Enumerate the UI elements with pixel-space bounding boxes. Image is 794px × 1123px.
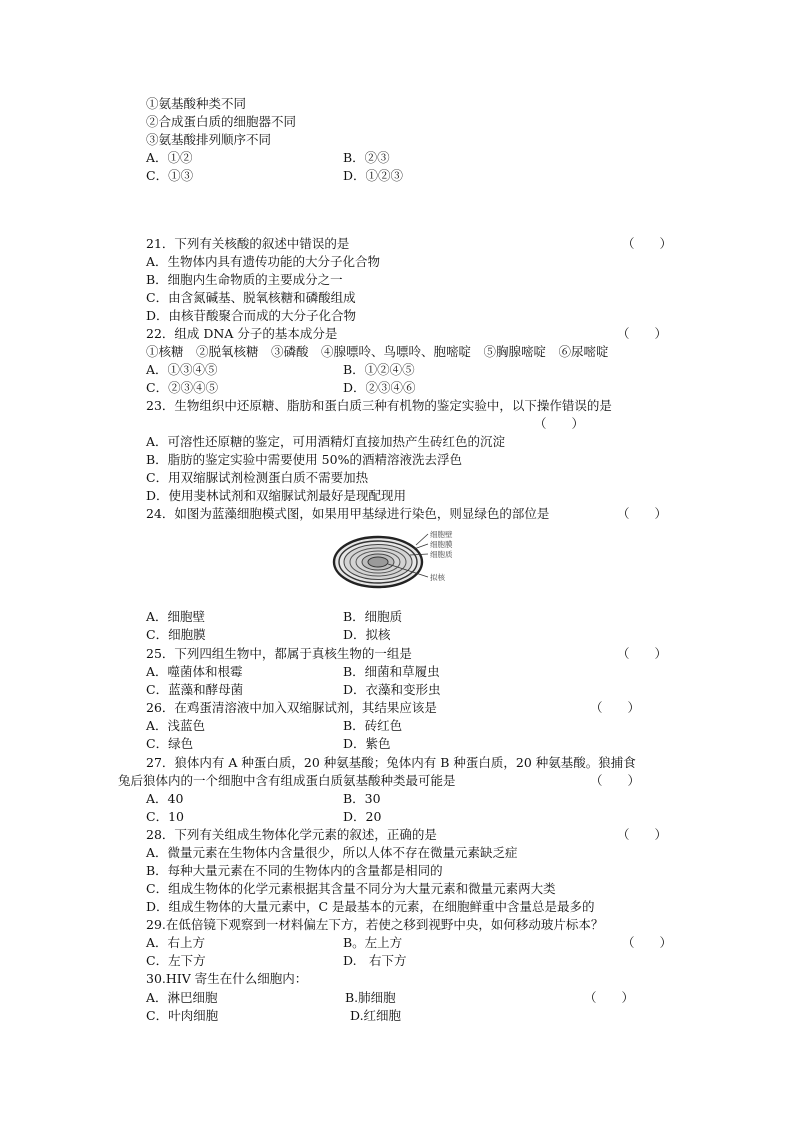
label-cell-membrane: 细胞膜: [430, 540, 453, 549]
q20-option-a: A．①②: [146, 150, 193, 165]
q27-stem-line1: 27．狼体内有 A 种蛋白质，20 种氨基酸；兔体内有 B 种蛋白质，20 种氨基酸。狼捕食: [146, 755, 636, 770]
q26-option-d: D．紫色: [343, 736, 391, 751]
q22-option-c: C．②③④⑤: [146, 380, 219, 395]
q24-stem: 24．如图为蓝藻细胞模式图，如果用甲基绿进行染色，则显绿色的部位是: [146, 506, 550, 521]
q29-option-b: B。左上方: [343, 935, 403, 950]
q28-answer-paren: （ ）: [617, 827, 668, 842]
q22-stem: 22．组成 DNA 分子的基本成分是: [146, 326, 338, 341]
q22-option-a: A．①③④⑤: [146, 362, 218, 377]
q20-option-c: C．①③: [146, 168, 194, 183]
q22-option-b: B．①②④⑤: [343, 362, 415, 377]
label-cytoplasm: 细胞质: [430, 550, 453, 559]
q25-option-b: B．细菌和草履虫: [343, 664, 440, 679]
q28-option-c: C．组成生物体的化学元素根据其含量不同分为大量元素和微量元素两大类: [146, 881, 556, 896]
q25-option-d: D．衣藻和变形虫: [343, 682, 441, 697]
q21-option-a: A．生物体内具有遗传功能的大分子化合物: [146, 254, 381, 269]
label-cell-wall: 细胞壁: [430, 530, 453, 539]
q20-statement-3: ③氨基酸排列顺序不同: [146, 132, 272, 147]
q27-option-d: D．20: [343, 809, 382, 824]
q29-option-c: C．左下方: [146, 953, 206, 968]
q28-option-d: D．组成生物体的大量元素中，C 是最基本的元素，在细胞鲜重中含量总是最多的: [146, 899, 595, 914]
q21-answer-paren: （ ）: [622, 236, 673, 251]
q30-option-c: C．叶肉细胞: [146, 1008, 219, 1023]
q20-statement-2: ②合成蛋白质的细胞器不同: [146, 114, 297, 129]
q25-option-c: C．蓝藻和酵母菌: [146, 682, 244, 697]
q25-stem: 25．下列四组生物中，都属于真核生物的一组是: [146, 646, 412, 661]
q23-option-c: C．用双缩脲试剂检测蛋白质不需要加热: [146, 470, 369, 485]
q21-option-b: B．细胞内生命物质的主要成分之一: [146, 272, 343, 287]
q23-option-a: A．可溶性还原糖的鉴定，可用酒精灯直接加热产生砖红色的沉淀: [146, 434, 506, 449]
q21-option-d: D．由核苷酸聚合而成的大分子化合物: [146, 308, 357, 323]
q21-stem: 21．下列有关核酸的叙述中错误的是: [146, 236, 350, 251]
q24-option-a: A．细胞壁: [146, 609, 206, 624]
q28-option-a: A．微量元素在生物体内含量很少，所以人体不存在微量元素缺乏症: [146, 845, 518, 860]
q27-answer-paren: （ ）: [590, 773, 641, 788]
q27-option-c: C．10: [146, 809, 184, 824]
q21-option-c: C．由含氮碱基、脱氧核糖和磷酸组成: [146, 290, 356, 305]
q29-stem: 29.在低倍镜下观察到一材料偏左下方，若使之移到视野中央，如何移动玻片标本？: [146, 917, 604, 932]
q24-option-b: B．细胞质: [343, 609, 403, 624]
q29-option-d: D. 右下方: [343, 953, 407, 968]
q29-answer-paren: （ ）: [622, 935, 673, 950]
q26-stem: 26．在鸡蛋清溶液中加入双缩脲试剂，其结果应该是: [146, 700, 437, 715]
q26-option-a: A．浅蓝色: [146, 718, 206, 733]
q20-statement-1: ①氨基酸种类不同: [146, 96, 247, 111]
q26-option-c: C．绿色: [146, 736, 194, 751]
q20-option-b: B．②③: [343, 150, 390, 165]
q23-stem: 23．生物组织中还原糖、脂肪和蛋白质三种有机物的鉴定实验中，以下操作错误的是: [146, 398, 612, 413]
q22-option-d: D．②③④⑥: [343, 380, 416, 395]
q30-option-a: A．淋巴细胞: [146, 990, 218, 1005]
q28-option-b: B．每种大量元素在不同的生物体内的含量都是相同的: [146, 863, 443, 878]
q28-stem: 28．下列有关组成生物体化学元素的叙述，正确的是: [146, 827, 437, 842]
q30-option-d: D.红细胞: [350, 1008, 402, 1023]
q29-option-a: A．右上方: [146, 935, 206, 950]
cyanobacteria-cell-svg: [330, 528, 480, 590]
q26-option-b: B．砖红色: [343, 718, 403, 733]
q24-option-c: C．细胞膜: [146, 627, 206, 642]
q30-stem: 30.HIV 寄生在什么细胞内：: [146, 971, 308, 986]
q23-option-d: D．使用斐林试剂和双缩脲试剂最好是现配现用: [146, 488, 407, 503]
q22-items: ①核糖 ②脱氧核糖 ③磷酸 ④腺嘌呤、鸟嘌呤、胞嘧啶 ⑤胸腺嘧啶 ⑥尿嘧啶: [146, 344, 609, 359]
q30-option-b: B.肺细胞: [345, 990, 396, 1005]
cyanobacteria-cell-diagram: [330, 528, 480, 590]
q20-option-d: D．①②③: [343, 168, 404, 183]
q25-answer-paren: （ ）: [617, 646, 668, 661]
q30-answer-paren: （ ）: [584, 990, 635, 1005]
q27-stem-line2: 兔后狼体内的一个细胞中含有组成蛋白质氨基酸种类最可能是: [118, 773, 456, 788]
q23-option-b: B．脂肪的鉴定实验中需要使用 50%的酒精溶液洗去浮色: [146, 452, 462, 467]
label-nucleoid: 拟核: [430, 573, 445, 582]
q22-answer-paren: （ ）: [617, 326, 668, 341]
q24-answer-paren: （ ）: [617, 506, 668, 521]
q25-option-a: A．噬菌体和根霉: [146, 664, 243, 679]
q26-answer-paren: （ ）: [590, 700, 641, 715]
q27-option-a: A．40: [146, 791, 184, 806]
q27-option-b: B．30: [343, 791, 381, 806]
q24-option-d: D．拟核: [343, 627, 391, 642]
q23-answer-paren: （ ）: [534, 416, 585, 431]
